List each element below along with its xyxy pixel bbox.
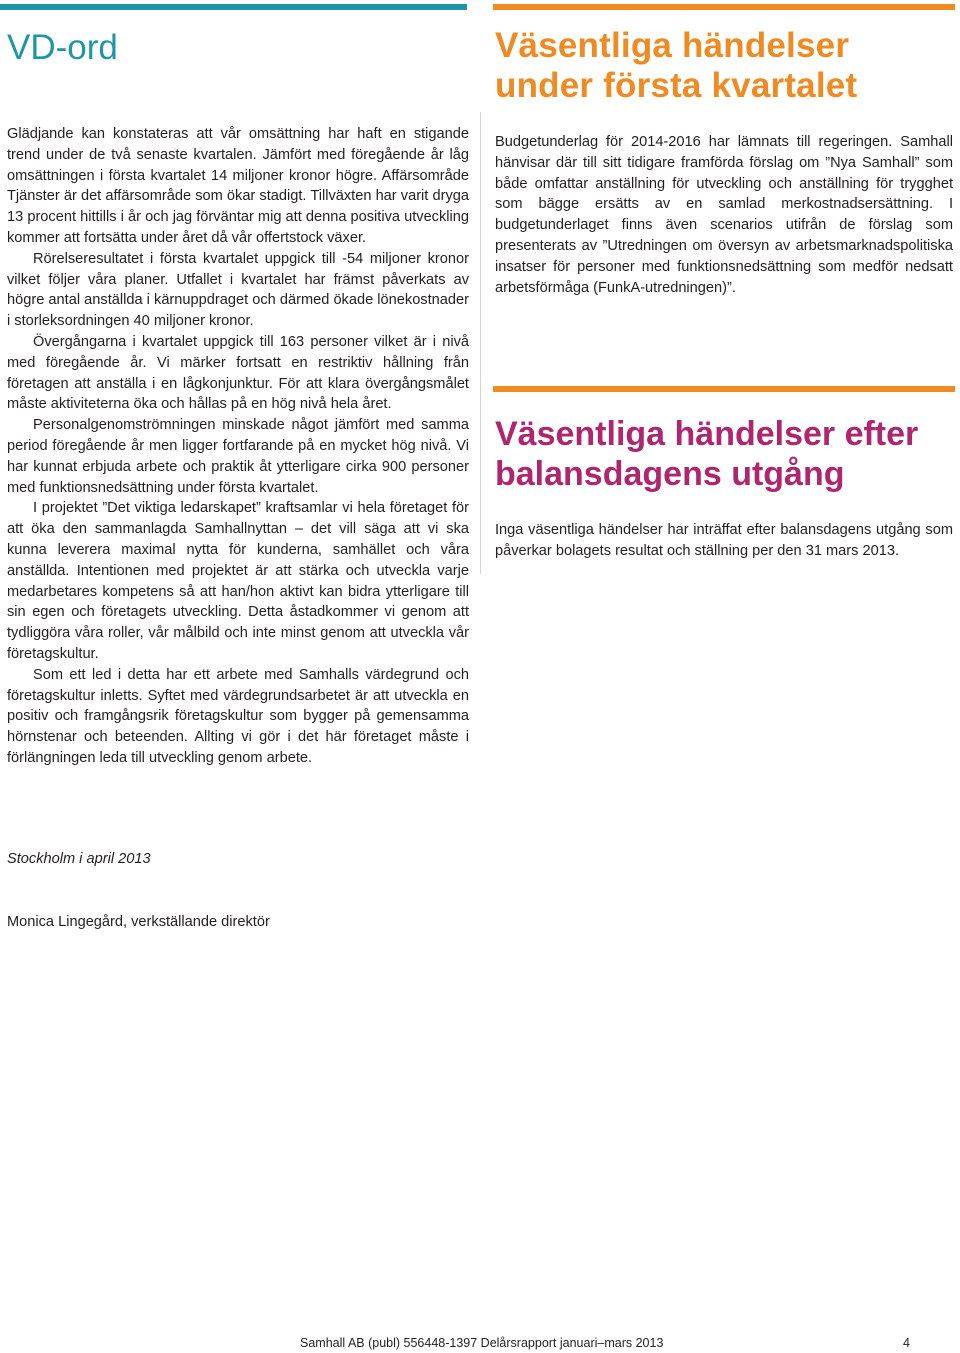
section-title-line: Väsentliga händelser efter bbox=[495, 415, 919, 453]
left-column bbox=[7, 26, 469, 769]
top-rule-orange bbox=[493, 4, 955, 10]
footer-text: Samhall AB (publ) 556448-1397 Delårsrapport januari–mars 2013 bbox=[300, 1336, 664, 1350]
right-column bbox=[495, 26, 953, 298]
page-number: 4 bbox=[903, 1336, 910, 1350]
ceo-letter-body bbox=[7, 124, 469, 769]
section-rule-orange bbox=[493, 386, 955, 392]
paragraph: I projektet ”Det viktiga ledarskapet” kraftsamlar vi hela företaget för att öka den sammanlagda Samhallnyttan – det vill säga att vi ska kunna leverera maximal nytta för kunderna, samhället och våra anställda. Intentionen med projektet är att stärka och utveckla varje medarbetares kompetens så att han/hon aktivt kan bidra ytterligare till sin egen och företagets utveckling. Detta åstadkommer vi genom att tydliggöra våra roller, vår målbild och inte minst genom att utveckla vår företagskultur. bbox=[7, 500, 469, 662]
column-divider bbox=[480, 112, 481, 574]
page-footer bbox=[300, 1335, 910, 1351]
paragraph: Rörelseresultatet i första kvartalet uppgick till -54 miljoner kronor vilket följer våra planer. Utfallet i kvartalet har främst påverkats av högre antal anställda i kärnuppdraget och därmed ökade lönekostnader i storleksordningen 40 miljoner kronor. bbox=[7, 250, 469, 330]
section-title-line: under första kvartalet bbox=[495, 66, 858, 105]
q1-events-body bbox=[495, 132, 953, 298]
post-balance-body bbox=[495, 520, 953, 562]
post-balance-section bbox=[495, 414, 953, 562]
signature: Monica Lingegård, verkställande direktör bbox=[7, 914, 270, 930]
section-title-post-balance bbox=[495, 414, 953, 494]
paragraph: Inga väsentliga händelser har inträffat efter balansdagens utgång som påverkar bolagets resultat och ställning per den 31 mars 2013. bbox=[495, 522, 953, 559]
paragraph: Glädjande kan konstateras att vår omsättning har haft en stigande trend under de två senaste kvartalen. Jämfört med föregående år låg omsättningen i första kvartalet 14 miljoner kronor högre. Affärsområde Tjänster är det affärsområde som ökar stadigt. Tillväxten har varit dryga 13 procent hittills i år och jag förväntar mig att denna positiva utveckling kommer att fortsätta under året då vår offertstock växer. bbox=[7, 126, 469, 246]
place-date: Stockholm i april 2013 bbox=[7, 851, 151, 867]
paragraph: Personalgenomströmningen minskade något jämfört med samma period föregående år men ligger fortfarande på en mycket hög nivå. Vi har kunnat erbjuda arbete och praktik åt ytterligare cirka 900 personer med funktionsnedsättning under första kvartalet. bbox=[7, 417, 469, 496]
paragraph: Som ett led i detta har ett arbete med Samhalls värdegrund och företagskultur inletts. Syftet med värdegrundsarbetet är att utveckla en positiv och framgångsrik företagskultur som bygger på gemensamma hörnstenar och beteenden. Allting vi gör i det här företaget måste i förlängningen leda till utveckling genom arbete. bbox=[7, 666, 469, 766]
section-title-line: Väsentliga händelser bbox=[495, 26, 850, 65]
page-title: VD-ord bbox=[7, 28, 118, 67]
section-title-line: balansdagens utgång bbox=[495, 455, 845, 493]
paragraph: Övergångarna i kvartalet uppgick till 163 personer vilket är i nivå med föregående år. Vi märker fortsatt en restriktiv hållning från företagen att anställa i en lågkonjunktur. För att klara övergångsmålet måste aktiviteterna öka och hållas på en hög nivå hela året. bbox=[7, 333, 469, 413]
paragraph: Budgetunderlag för 2014-2016 har lämnats till regeringen. Samhall hänvisar där till sitt tidigare framförda förslag om ”Nya Samhall” som både omfattar anställning för utveckling och anställning för trygghet som bägge ersätts av en samlad merkostnadsersättning. I budgetunderlaget finns även scenarios utifrån de förslag som presenterats av ”Utredningen om översyn av arbetsmarknadspolitiska insatser för personer med funktionsnedsättning som medför nedsatt arbetsförmåga (FunkA-utredningen)”. bbox=[495, 134, 953, 296]
section-title-q1-events bbox=[495, 26, 953, 106]
top-rule-teal bbox=[0, 4, 467, 10]
